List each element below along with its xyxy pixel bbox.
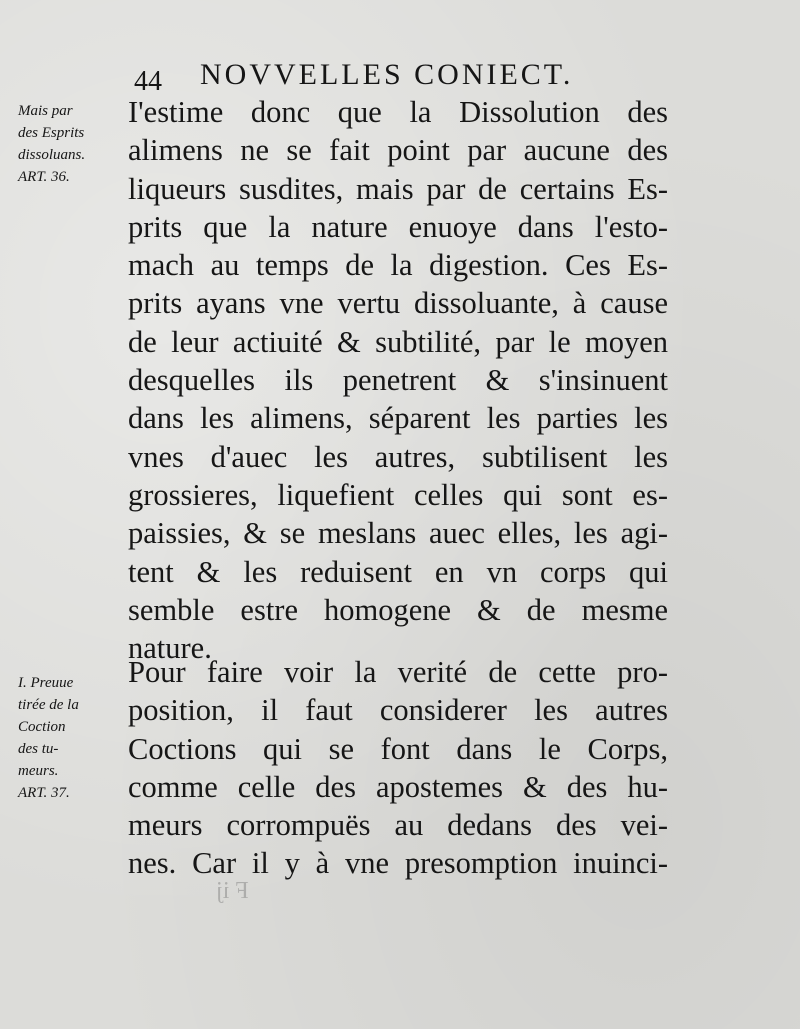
margin-note-line: I. Preuue (18, 675, 74, 691)
margin-note-line: Mais par (18, 103, 73, 119)
text-line: desquelles ils penetrent & s'insinuent (128, 363, 668, 398)
text-line: nature. (128, 631, 212, 666)
text-line: prits ayans vne vertu dissoluante, à cause (128, 286, 668, 321)
text-line: I'estime donc que la Dissolution des (128, 95, 668, 129)
text-line: Coctions qui se font dans le Corps, (128, 731, 668, 766)
text-line: alimens ne se fait point par aucune des (128, 133, 668, 168)
margin-note-art-36 (18, 100, 128, 188)
text-line: Pour faire voir la verité de cette pro- (128, 655, 668, 689)
margin-note-line: des Esprits (18, 125, 85, 141)
margin-note-art-37 (18, 672, 128, 804)
margin-note-line: Coction (18, 719, 66, 735)
margin-note-line: meurs. (18, 763, 59, 779)
text-line: paissies, & se meslans auec elles, les agi- (128, 516, 668, 551)
running-head: NOVVELLES CONIECT. (200, 58, 574, 91)
text-line: mach au temps de la digestion. Ces Es- (128, 248, 668, 283)
page-number: 44 (134, 66, 162, 97)
paragraph-proof (128, 653, 668, 883)
text-line: de leur actiuité & subtilité, par le moyen (128, 324, 668, 359)
margin-note-line: ART. 37. (18, 785, 70, 801)
text-line: grossieres, liquefient celles qui sont es- (128, 477, 668, 512)
margin-note-line: tirée de la (18, 697, 79, 713)
margin-note-line: dissoluans. (18, 147, 86, 163)
text-line: meurs corrompuës au dedans des vei- (128, 808, 668, 843)
text-line: dans les alimens, séparent les parties les (128, 401, 668, 436)
text-line: tent & les reduisent en vn corps qui (128, 554, 668, 589)
text-line: liqueurs susdites, mais par de certains Es- (128, 171, 668, 206)
text-line: vnes d'auec les autres, subtilisent les (128, 439, 668, 474)
text-line: nes. Car il y à vne presomption inuinci- (128, 846, 668, 881)
signature-mark: F ij (216, 878, 249, 904)
text-line: position, il faut considerer les autres (128, 693, 668, 728)
text-line: prits que la nature enuoye dans l'esto- (128, 209, 668, 244)
text-line: semble estre homogene & de mesme (128, 592, 668, 627)
margin-note-line: ART. 36. (18, 169, 70, 185)
margin-note-line: des tu- (18, 741, 59, 757)
text-line: comme celle des apostemes & des hu- (128, 769, 668, 804)
paragraph-dissolution (128, 93, 668, 667)
